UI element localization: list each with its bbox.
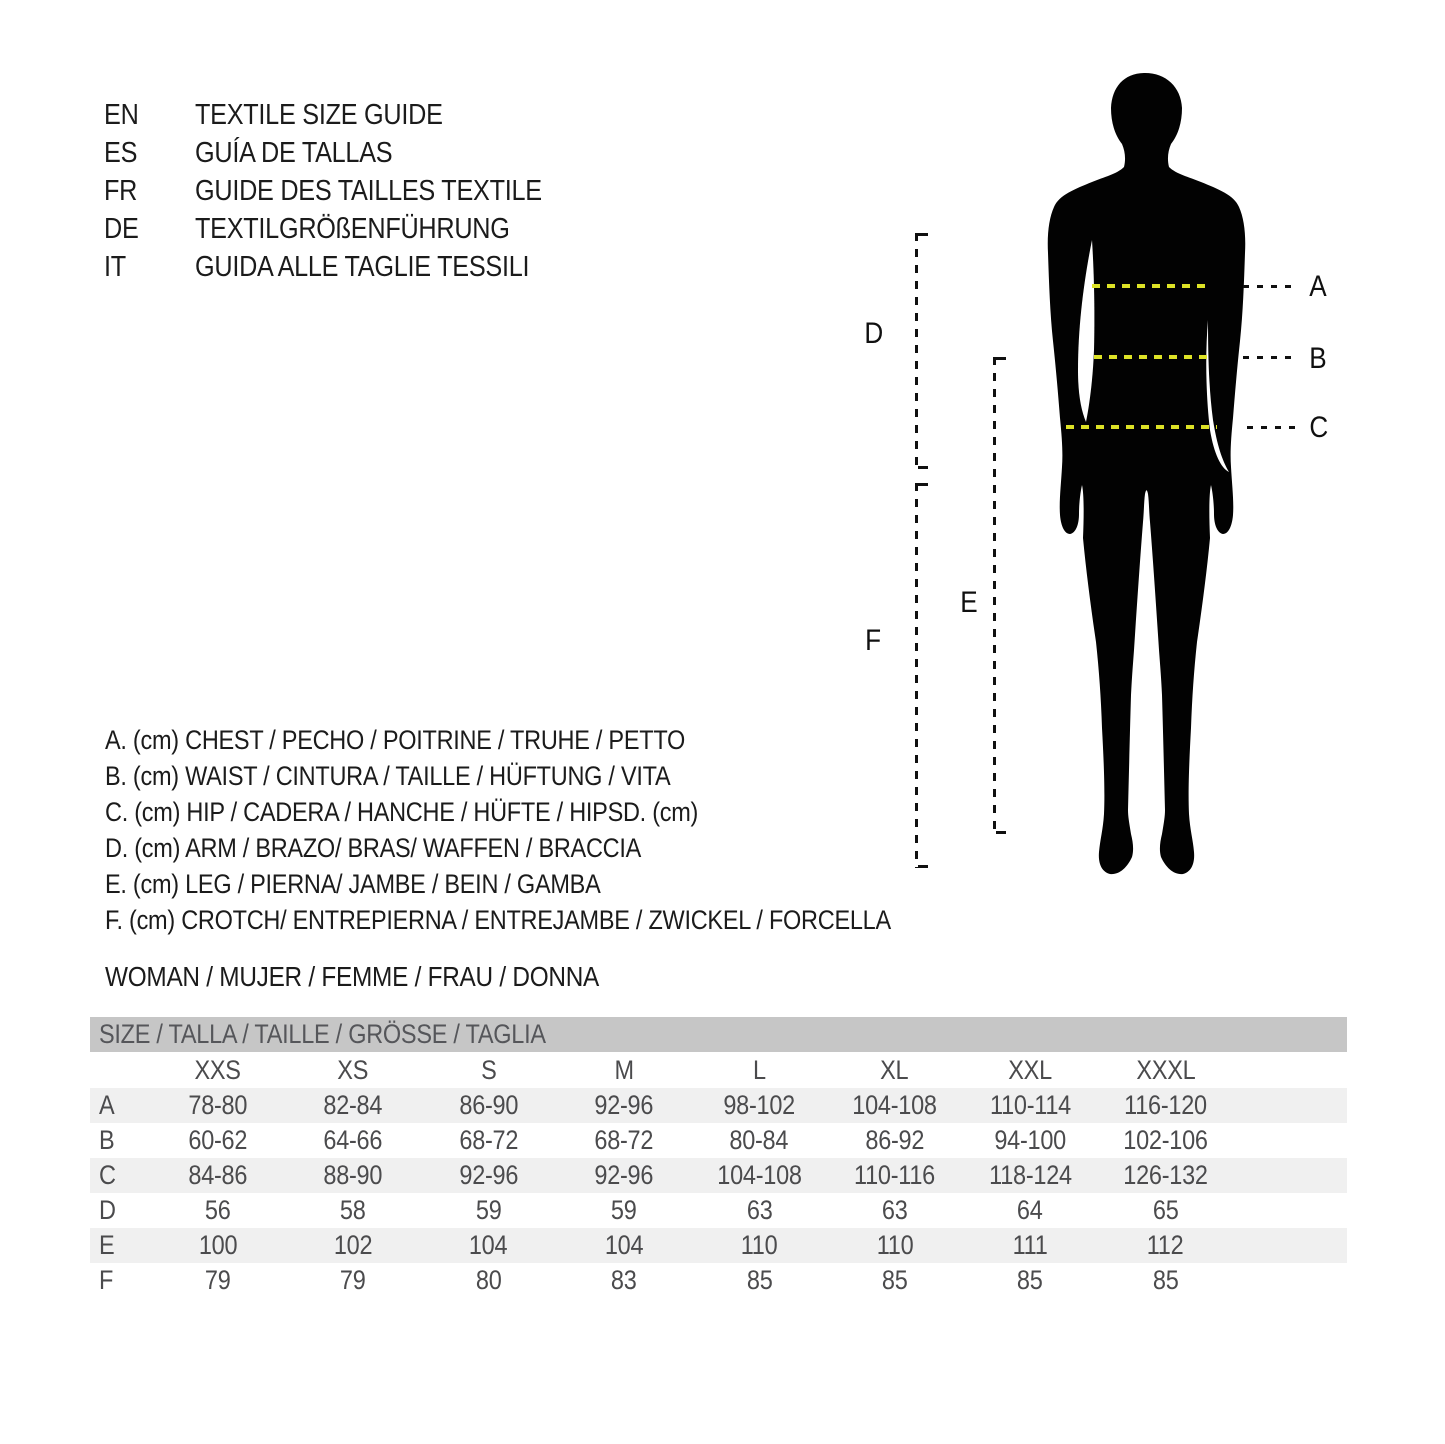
value-cell: 118-124 [988,1160,1072,1190]
value-cell: 98-102 [723,1090,796,1120]
row-label-cell: A [99,1090,115,1120]
value-cell: 102-106 [1123,1125,1208,1155]
label-waist-b: B [1309,342,1327,375]
legend-line: A. (cm) CHEST / PECHO / POITRINE / TRUHE / PETTO [105,725,686,755]
filler-cell [1233,1088,1347,1123]
crotch-measure-line [915,483,918,868]
label-arm-d: D [864,317,884,350]
legend-line: E. (cm) LEG / PIERNA/ JAMBE / BEIN / GAMBA [105,869,601,899]
value-cell: 85 [746,1265,773,1295]
lang-code: IT [104,251,126,283]
value-cell: 86-92 [865,1125,925,1155]
size-col-header: XXS [194,1055,241,1085]
size-table-header-bar: SIZE / TALLA / TAILLE / GRÖSSE / TAGLIA [90,1017,1347,1052]
value-cell: 110-114 [989,1090,1071,1120]
value-cell: 94-100 [994,1125,1066,1155]
arm-line-top-tick [918,233,928,236]
value-cell: 110-116 [854,1160,936,1190]
table-row [90,1088,1347,1123]
value-cell: 65 [1152,1195,1179,1225]
size-col-header: XS [337,1055,369,1085]
size-col-header: L [752,1055,766,1085]
guide-title: TEXTILE SIZE GUIDE [195,99,443,131]
guide-title: GUIDE DES TAILLES TEXTILE [195,175,542,207]
label-leg-e: E [960,586,978,619]
value-cell: 100 [198,1230,237,1260]
arm-line-bottom-tick [918,466,928,469]
size-table [90,1017,1347,1298]
filler-cell [1233,1228,1347,1263]
value-cell: 59 [611,1195,637,1225]
table-row [90,1193,1347,1228]
value-cell: 79 [340,1265,366,1295]
row-label-cell: D [99,1195,116,1225]
value-cell: 82-84 [323,1090,383,1120]
label-chest-a: A [1309,270,1327,303]
lang-code: DE [104,213,139,245]
filler-cell [1233,1263,1347,1298]
value-cell: 104-108 [852,1090,937,1120]
lang-code: ES [104,137,138,169]
legend-line: F. (cm) CROTCH/ ENTREPIERNA / ENTREJAMBE / ZWICKEL / FORCELLA [105,905,891,935]
value-cell: 60-62 [188,1125,248,1155]
guide-title: GUÍA DE TALLAS [195,137,393,169]
measurement-legend [105,722,1008,938]
value-cell: 85 [1017,1265,1043,1295]
legend-line: D. (cm) ARM / BRAZO/ BRAS/ WAFFEN / BRACCIA [105,833,642,863]
filler-cell [1233,1193,1347,1228]
lang-code: EN [104,99,139,131]
woman-silhouette [1042,70,1272,880]
chest-leader-line [1243,285,1297,288]
filler-cell [1233,1052,1347,1088]
table-row [90,1263,1347,1298]
value-cell: 104 [469,1230,508,1260]
language-title-list [104,96,594,286]
value-cell: 68-72 [594,1125,654,1155]
value-cell: 92-96 [459,1160,518,1190]
value-cell: 68-72 [459,1125,518,1155]
row-label-cell: B [99,1125,115,1155]
value-cell: 85 [881,1265,908,1295]
row-label-cell: E [99,1230,115,1260]
value-cell: 110 [876,1230,913,1260]
size-col-header: M [614,1055,634,1085]
value-cell: 112 [1147,1230,1184,1260]
value-cell: 64-66 [323,1125,383,1155]
hip-leader-line [1247,426,1297,429]
value-cell: 86-90 [459,1090,518,1120]
row-label-cell: F [99,1265,114,1295]
table-row [90,1228,1347,1263]
value-cell: 63 [746,1195,773,1225]
leg-line-top-tick [996,357,1006,360]
value-cell: 80-84 [729,1125,789,1155]
chest-measure-line [1092,284,1206,288]
value-cell: 116-120 [1124,1090,1207,1120]
size-col-header: XXXL [1135,1055,1195,1085]
waist-leader-line [1243,356,1297,359]
table-row [90,1158,1347,1193]
value-cell: 92-96 [594,1090,654,1120]
table-row [90,1123,1347,1158]
value-cell: 58 [340,1195,366,1225]
label-crotch-f: F [865,624,881,657]
value-cell: 56 [204,1195,231,1225]
leg-line-bottom-tick [996,831,1006,834]
filler-cell [1233,1123,1347,1158]
value-cell: 104-108 [717,1160,802,1190]
hip-measure-line [1066,425,1217,429]
guide-title: GUIDA ALLE TAGLIE TESSILI [195,251,530,283]
value-cell: 92-96 [594,1160,654,1190]
size-col-header: S [480,1055,497,1085]
value-cell: 126-132 [1123,1160,1208,1190]
value-cell: 64 [1017,1195,1043,1225]
size-col-header: XXL [1008,1055,1052,1085]
value-cell: 78-80 [188,1090,248,1120]
gender-title: WOMAN / MUJER / FEMME / FRAU / DONNA [105,961,600,992]
value-cell: 110 [740,1230,778,1260]
value-cell: 83 [611,1265,637,1295]
legend-line: B. (cm) WAIST / CINTURA / TAILLE / HÜFTUNG / VITA [105,761,671,791]
row-label-cell: C [99,1160,116,1190]
guide-title: TEXTILGRÖßENFÜHRUNG [195,213,510,245]
value-cell: 85 [1152,1265,1179,1295]
value-cell: 111 [1012,1230,1048,1260]
value-cell: 88-90 [323,1160,383,1190]
lang-code: FR [104,175,138,207]
waist-measure-line [1094,355,1212,359]
label-hip-c: C [1309,411,1329,444]
arm-measure-line [915,233,918,469]
value-cell: 79 [204,1265,231,1295]
value-cell: 59 [475,1195,502,1225]
legend-line: C. (cm) HIP / CADERA / HANCHE / HÜFTE / HIPSD. (cm) [105,797,699,827]
value-cell: 63 [881,1195,908,1225]
value-cell: 80 [475,1265,502,1295]
leg-measure-line [993,357,996,834]
filler-cell [1233,1158,1347,1193]
value-cell: 84-86 [188,1160,248,1190]
crotch-line-bottom-tick [918,865,928,868]
crotch-line-top-tick [918,483,928,486]
value-cell: 104 [604,1230,644,1260]
row-label-cell [90,1052,150,1088]
size-col-header: XL [880,1055,909,1085]
value-cell: 102 [333,1230,373,1260]
size-header-row [90,1052,1347,1088]
